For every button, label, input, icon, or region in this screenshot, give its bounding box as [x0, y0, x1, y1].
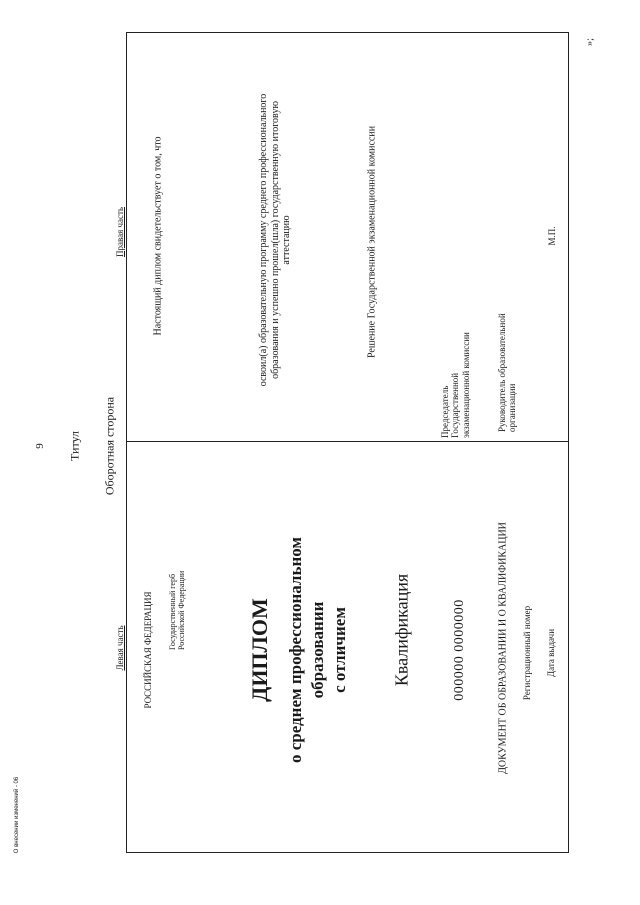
page-number: 9	[34, 443, 46, 449]
margin-mark: »;	[584, 38, 596, 46]
diploma-subtitle: о среднем профессиональном образовании с отличием	[286, 537, 349, 764]
document-type: ДОКУМЕНТ ОБ ОБРАЗОВАНИИ И О КВАЛИФИКАЦИИ	[497, 522, 509, 774]
seal-place-mark: М.П.	[547, 226, 557, 246]
diploma-title: ДИПЛОМ	[247, 598, 272, 702]
diploma-serial-number: 000000 0000000	[452, 599, 467, 701]
commission-decision: Решение Государственной экзаменационной комиссии	[366, 125, 378, 359]
left-part-label: Левая часть	[115, 625, 125, 671]
issue-date-label: Дата выдачи	[546, 628, 556, 678]
commission-chair-caption: Председатель Государственной экзаменационной комиссии	[440, 332, 471, 438]
country-name: РОССИЙСКАЯ ФЕДЕРАЦИЯ	[143, 591, 153, 709]
certifies-text: Настоящий диплом свидетельствует о том, что	[152, 136, 164, 336]
footer-note: О внесении изменений - 06	[14, 776, 20, 854]
program-completion-text: освоил(а) образовательную программу среднего профессионального образования и успешно прошел(шла) государственную итоговую аттестацию	[258, 93, 292, 387]
registration-number-label: Регистрационный номер	[522, 605, 532, 701]
organization-head-caption: Руководитель образовательной организации	[497, 313, 518, 432]
center-divider	[126, 441, 569, 442]
page-subheading: Оборотная сторона	[102, 396, 117, 496]
page-heading: Титул	[67, 431, 82, 461]
qualification-label: Квалификация	[391, 573, 412, 687]
state-emblem-caption: Государственный герб Российской Федерации	[168, 570, 187, 650]
right-part-label: Правая часть	[115, 206, 125, 258]
